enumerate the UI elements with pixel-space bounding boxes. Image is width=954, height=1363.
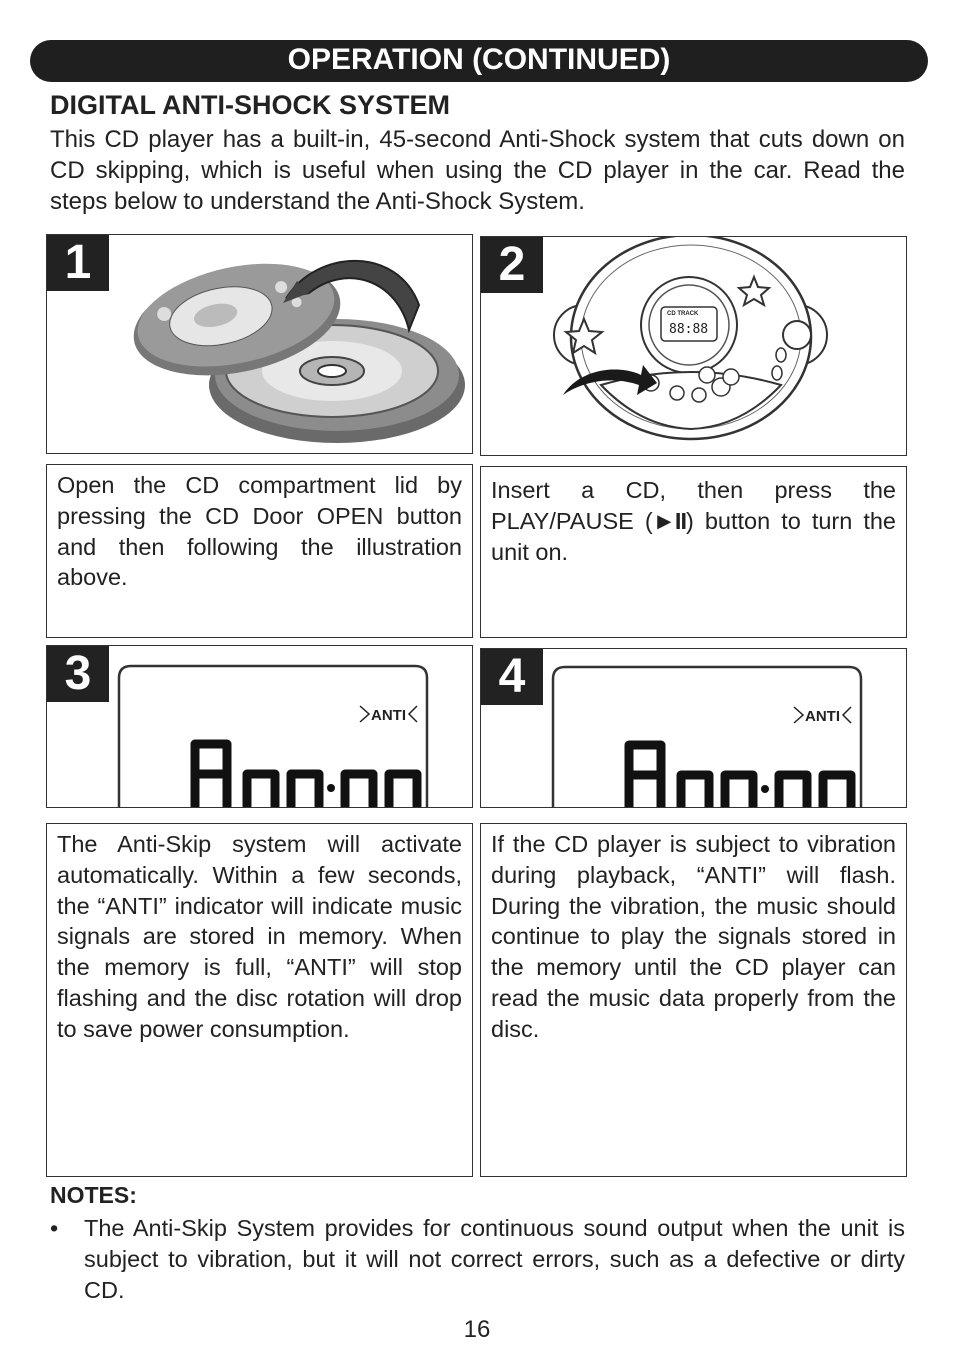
step-4-illustration [480,648,907,808]
anti-indicator: ANTI [371,707,406,724]
anti-indicator: ANTI [805,708,840,725]
notes-heading: NOTES: [50,1182,137,1208]
play-pause-icon: ►II [652,507,686,534]
device-lcd-digits: 88:88 [669,322,709,337]
cd-player-open-illustration [47,235,473,454]
step-2-number: 2 [481,237,543,293]
cd-player-top-view-illustration [481,237,907,456]
section-banner [30,40,928,82]
page-number: 16 [463,1316,491,1343]
step-3-description [46,823,473,1177]
lcd-display-illustration [47,646,473,808]
step-1-number: 1 [47,235,109,291]
note-item [50,1213,905,1306]
step-4-number: 4 [481,649,543,705]
step-2-illustration [480,236,907,456]
intro-paragraph: This CD player has a built-in, 45-second Anti-Shock system that cuts down on CD skipping, which is useful when using the CD player in the car. Read the steps below to understand the Anti-Shock System. [50,126,905,215]
step-2-text-after: ) button to turn the unit on. [491,507,896,565]
lcd-display-illustration [481,649,907,808]
step-3-text: The Anti-Skip system will activate automatically. Within a few seconds, the “ANTI” indicator will indicate music signals are stored in memory. When the memory is full, “ANTI” will stop flashing and the disc rotation will drop to save power consumption. [57,831,462,1042]
step-4-text: If the CD player is subject to vibration during playback, “ANTI” will flash. During the vibration, the music should continue to play the signals stored in the memory until the CD player can read the music data properly from the disc. [491,831,896,1042]
step-2-description [480,466,907,638]
step-1-illustration [46,234,473,454]
step-2-text-before: Insert a CD, then press the PLAY/PAUSE ( [491,477,896,534]
device-lcd-label: CD TRACK [667,311,699,317]
step-1-text: Open the CD compartment lid by pressing the CD Door OPEN button and then following the illustration above. [57,472,462,591]
note-text: The Anti-Skip System provides for continuous sound output when the unit is subject to vibration, but it will not correct errors, such as a defective or dirty CD. [84,1215,905,1303]
step-1-description [46,464,473,638]
page-title: OPERATION (CONTINUED) [287,43,671,76]
section-heading: DIGITAL ANTI-SHOCK SYSTEM [50,90,451,120]
step-3-number: 3 [47,646,109,702]
step-3-illustration [46,645,473,808]
step-4-description [480,823,907,1177]
bullet: • [50,1215,59,1241]
